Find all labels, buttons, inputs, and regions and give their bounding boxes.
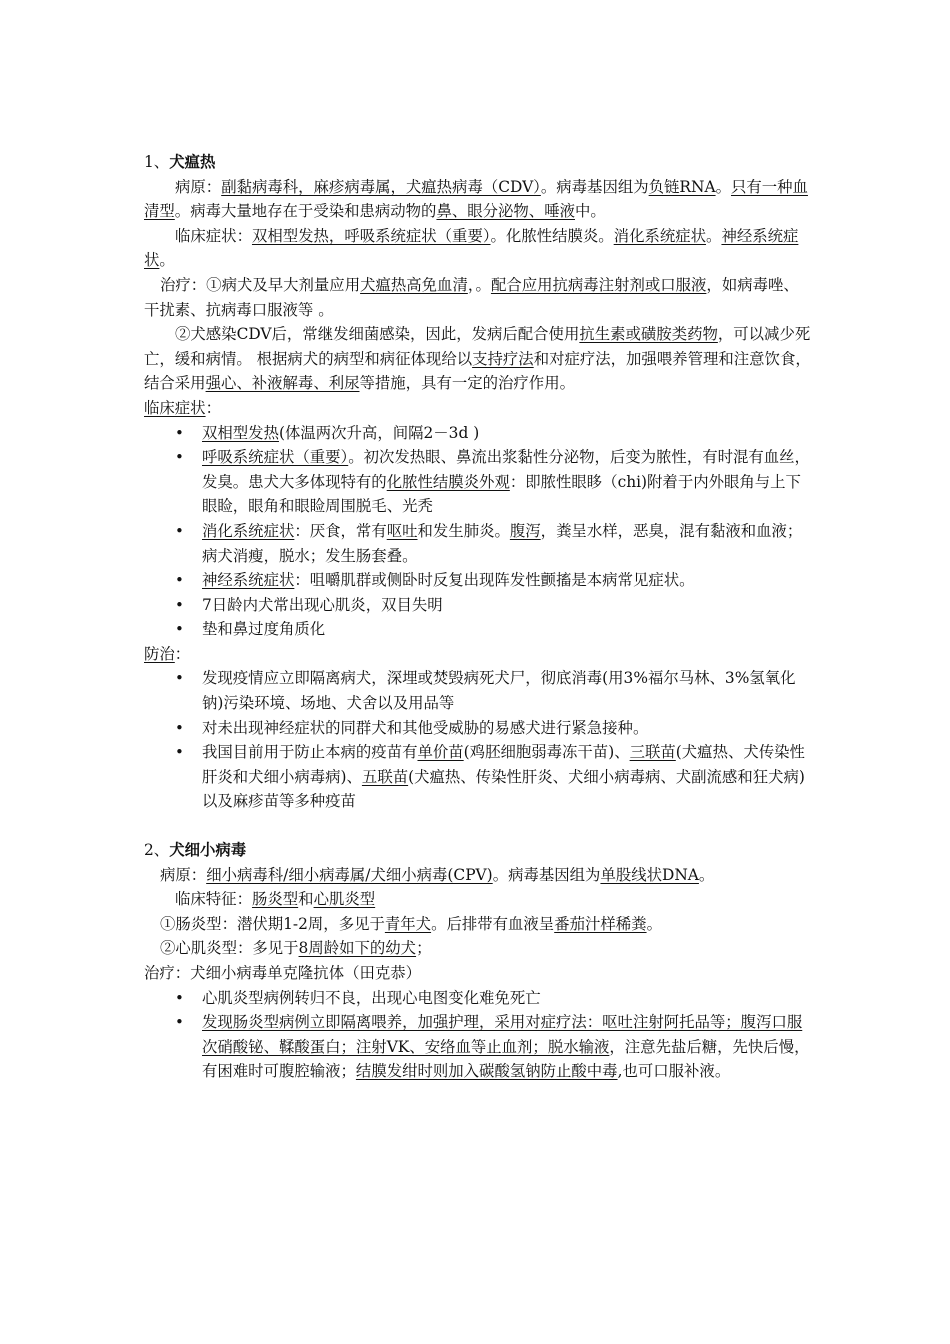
section2-type1: ①肠炎型：潜伏期1-2周，多见于青年犬。后排带有血液呈番茄汁样稀粪。 bbox=[160, 914, 662, 933]
prevention-list bbox=[144, 666, 812, 814]
list-item: • 发现肠炎型病例立即隔离喂养，加强护理，采用对症疗法：呕吐注射阿托品等；腹泻口服次硝酸铋、鞣酸蛋白；注射VK、安络血等止血剂；脱水输液，注意先盐后糖，先快后慢，有困难时可腹腔输液；结膜发绀时则加入碳酸氢钠防止酸中毒,也可口服补液。 bbox=[202, 1010, 812, 1084]
list-item: • 7日龄内犬常出现心肌炎，双目失明 bbox=[202, 593, 812, 618]
list-item: • 神经系统症状：咀嚼肌群或侧卧时反复出现阵发性颤搐是本病常见症状。 bbox=[202, 568, 812, 593]
list-item: • 心肌炎型病例转归不良，出现心电图变化难免死亡 bbox=[202, 986, 812, 1011]
prevention-heading: 防治： bbox=[144, 644, 191, 663]
section1-treatment-2: ②犬感染CDV后，常继发细菌感染，因此，发病后配合使用抗生素或磺胺类药物，可以减少死亡，缓和病情。 根据病犬的病型和病征体现给以支持疗法和对症疗法，加强喂养管理和注意饮食，结合采用强心、补液解毒、利尿等措施，具有一定的治疗作用。 bbox=[144, 325, 811, 393]
section2-features: 临床特征：肠炎型和心肌炎型 bbox=[175, 890, 376, 909]
section1-symptoms-intro: 临床症状：双相型发热，呼吸系统症状（重要）。化脓性结膜炎。消化系统症状。神经系统症状。 bbox=[144, 226, 799, 270]
section2-title: 2、犬细小病毒 bbox=[144, 841, 247, 860]
clinical-heading: 临床症状： bbox=[144, 398, 221, 417]
clinical-list bbox=[144, 421, 812, 642]
section1-etiology: 病原：副黏病毒科，麻疹病毒属，犬瘟热病毒（CDV）。病毒基因组为负链RNA。只有一种血清型。病毒大量地存在于受染和患病动物的鼻、眼分泌物、唾液中。 bbox=[144, 177, 808, 221]
section1-title: 1、犬瘟热 bbox=[144, 153, 216, 171]
section2-treatment: 治疗：犬细小病毒单克隆抗体（田克恭） bbox=[144, 964, 422, 982]
section-gap bbox=[144, 814, 812, 838]
list-item: • 双相型发热(体温两次升高，间隔2－3d ) bbox=[202, 421, 812, 446]
list-item: • 我国目前用于防止本病的疫苗有单价苗(鸡胚细胞弱毒冻干苗)、三联苗(犬瘟热、犬传染性肝炎和犬细小病毒病)、五联苗(犬瘟热、传染性肝炎、犬细小病毒病、犬副流感和狂犬病)以及麻疹苗等多种疫苗 bbox=[202, 740, 812, 814]
list-item: • 消化系统症状：厌食，常有呕吐和发生肺炎。腹泻，粪呈水样，恶臭，混有黏液和血液；病犬消瘦，脱水；发生肠套叠。 bbox=[202, 519, 812, 568]
list-item: • 呼吸系统症状（重要）。初次发热眼、鼻流出浆黏性分泌物，后变为脓性，有时混有血丝，发臭。患犬大多体现特有的化脓性结膜炎外观：即脓性眼眵（chi)附着于内外眼角与上下眼睑，眼角和眼睑周围脱毛、光秃 bbox=[202, 445, 812, 519]
section2-etiology: 病原：细小病毒科/细小病毒属/犬细小病毒(CPV)。病毒基因组为单股线状DNA。 bbox=[160, 865, 715, 884]
list-item: • 垫和鼻过度角质化 bbox=[202, 617, 812, 642]
list-item: • 发现疫情应立即隔离病犬，深埋或焚毁病死犬尸，彻底消毒(用3%福尔马林、3%氢氧化钠)污染环境、场地、犬舍以及用品等 bbox=[202, 666, 812, 715]
treatment-list bbox=[144, 986, 812, 1084]
list-item: • 对未出现神经症状的同群犬和其他受威胁的易感犬进行紧急接种。 bbox=[202, 716, 812, 741]
document-page bbox=[144, 150, 812, 1084]
section2-type2: ②心肌炎型：多见于8周龄如下的幼犬； bbox=[160, 939, 432, 958]
section1-treatment-1: 治疗：①病犬及早大剂量应用犬瘟热高免血清，。配合应用抗病毒注射剂或口服液，如病毒唑、干扰素、抗病毒口服液等 。 bbox=[144, 275, 799, 319]
